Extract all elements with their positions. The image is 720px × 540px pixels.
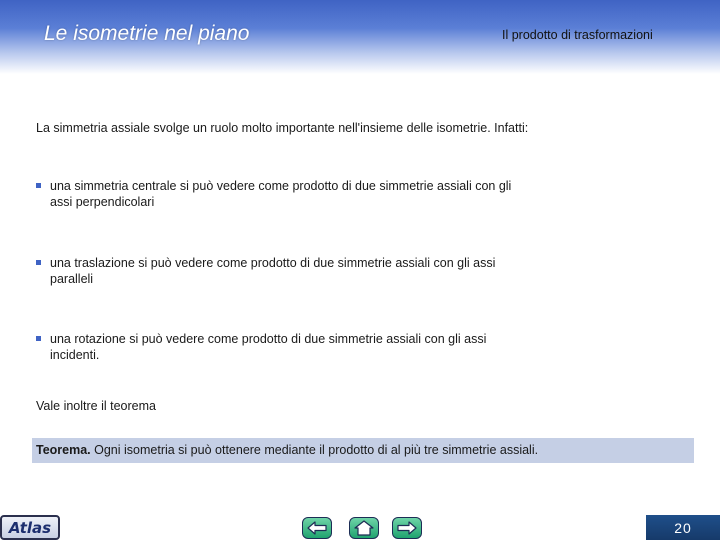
section-subtitle: Il prodotto di trasformazioni xyxy=(502,28,653,42)
back-button[interactable] xyxy=(302,517,332,539)
home-button[interactable] xyxy=(349,517,379,539)
bullet-text: una simmetria centrale si può vedere come prodotto di due simmetrie assiali con gli assi perpendicolari xyxy=(50,179,512,209)
home-icon xyxy=(354,520,374,536)
intro-text: La simmetria assiale svolge un ruolo molto importante nell'insieme delle isometrie. Infatti: xyxy=(36,121,529,135)
page-number: 20 xyxy=(674,519,692,536)
atlas-logo[interactable] xyxy=(0,515,60,540)
bullet-marker xyxy=(36,260,41,265)
header-banner xyxy=(0,0,720,74)
forward-button[interactable] xyxy=(392,517,422,539)
logo-text: Atlas xyxy=(8,518,52,537)
arrow-left-icon xyxy=(307,521,327,535)
bullet-marker xyxy=(36,336,41,341)
page-title: Le isometrie nel piano xyxy=(44,22,250,45)
list-item xyxy=(36,178,536,210)
list-item xyxy=(36,331,536,363)
arrow-right-icon xyxy=(397,521,417,535)
theorem-label: Teorema. xyxy=(36,443,91,457)
bullet-text: una traslazione si può vedere come prodotto di due simmetrie assiali con gli assi paralleli xyxy=(50,256,496,286)
theorem-intro-text: Vale inoltre il teorema xyxy=(36,399,156,413)
list-item xyxy=(36,255,536,287)
bullet-marker xyxy=(36,183,41,188)
bullet-text: una rotazione si può vedere come prodotto di due simmetrie assiali con gli assi incidenti. xyxy=(50,332,487,362)
theorem-text: Ogni isometria si può ottenere mediante il prodotto di al più tre simmetrie assiali. xyxy=(90,443,539,457)
theorem-box xyxy=(32,438,694,463)
page-number-badge xyxy=(646,515,720,540)
